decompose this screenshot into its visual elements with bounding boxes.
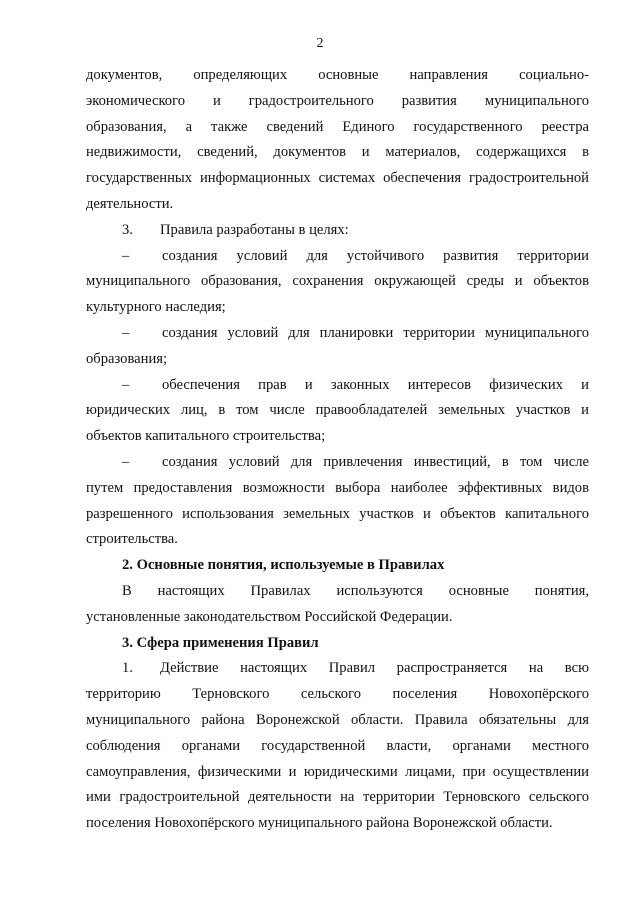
text-line: образования, а также сведений Единого государственного реестра — [86, 118, 589, 135]
text-line: разрешенного использования земельных участков и объектов капитального — [86, 505, 589, 522]
numbered-item — [86, 656, 589, 682]
dash-marker: – — [122, 247, 130, 264]
text-line: образования; — [86, 350, 168, 367]
item-number: 3. — [122, 221, 133, 238]
text-line: юридических лиц, в том числе правообладателей земельных участков и — [86, 402, 589, 419]
text-line: поселения Новохопёрского муниципального района Воронежской области. — [86, 815, 553, 832]
document-body — [86, 63, 589, 837]
text-line: деятельности. — [86, 195, 174, 212]
text-line: недвижимости, сведений, документов и материалов, содержащихся в — [86, 144, 589, 161]
list-item-text: создания условий для привлечения инвестиций, в том числе — [162, 453, 589, 470]
dash-marker: – — [122, 453, 130, 470]
numbered-item — [86, 218, 589, 244]
text-line: документов, определяющих основные направления социально- — [86, 67, 589, 83]
list-item-text: создания условий для планировки территории муниципального — [162, 324, 589, 341]
text-line: соблюдения органами государственной власти, органами местного — [86, 737, 589, 754]
dash-marker: – — [122, 376, 130, 393]
text-line: муниципального образования, сохранения окружающей среды и объектов — [86, 273, 589, 290]
list-item — [86, 450, 589, 476]
text-line: самоуправления, физическими и юридическими лицами, при осуществлении — [86, 763, 589, 780]
text-line: установленные законодательством Российской Федерации. — [86, 608, 453, 625]
dash-marker: – — [122, 324, 130, 341]
text-line: культурного наследия; — [86, 299, 226, 316]
text-line: экономического и градостроительного развития муниципального — [86, 92, 589, 109]
text-line: государственных информационных системах обеспечения градостроительной — [86, 170, 589, 187]
list-item-text: обеспечения прав и законных интересов физических и — [162, 376, 589, 393]
item-number: 1. — [122, 660, 133, 677]
text-line: путем предоставления возможности выбора наиболее эффективных видов — [86, 479, 589, 496]
text-line: строительства. — [86, 531, 178, 548]
section-heading: 3. Сфера применения Правил — [122, 634, 319, 651]
text-line: ими градостроительной деятельности на территории Терновского сельского — [86, 789, 589, 806]
text-line: муниципального района Воронежской области. Правила обязательны для — [86, 711, 589, 728]
section-heading: 2. Основные понятия, используемые в Правилах — [122, 557, 445, 574]
item-text: Действие настоящих Правил распространяется на всю — [160, 660, 589, 677]
text-line: В настоящих Правилах используются основные понятия, — [122, 582, 589, 599]
list-item-text: создания условий для устойчивого развития территории — [162, 247, 589, 264]
list-item — [86, 244, 589, 270]
text-line: объектов капитального строительства; — [86, 428, 326, 445]
list-item — [86, 373, 589, 399]
page-number: 2 — [316, 36, 324, 51]
item-text: Правила разработаны в целях: — [160, 221, 349, 238]
list-item — [86, 321, 589, 347]
text-line: территорию Терновского сельского поселения Новохопёрского — [86, 686, 589, 703]
